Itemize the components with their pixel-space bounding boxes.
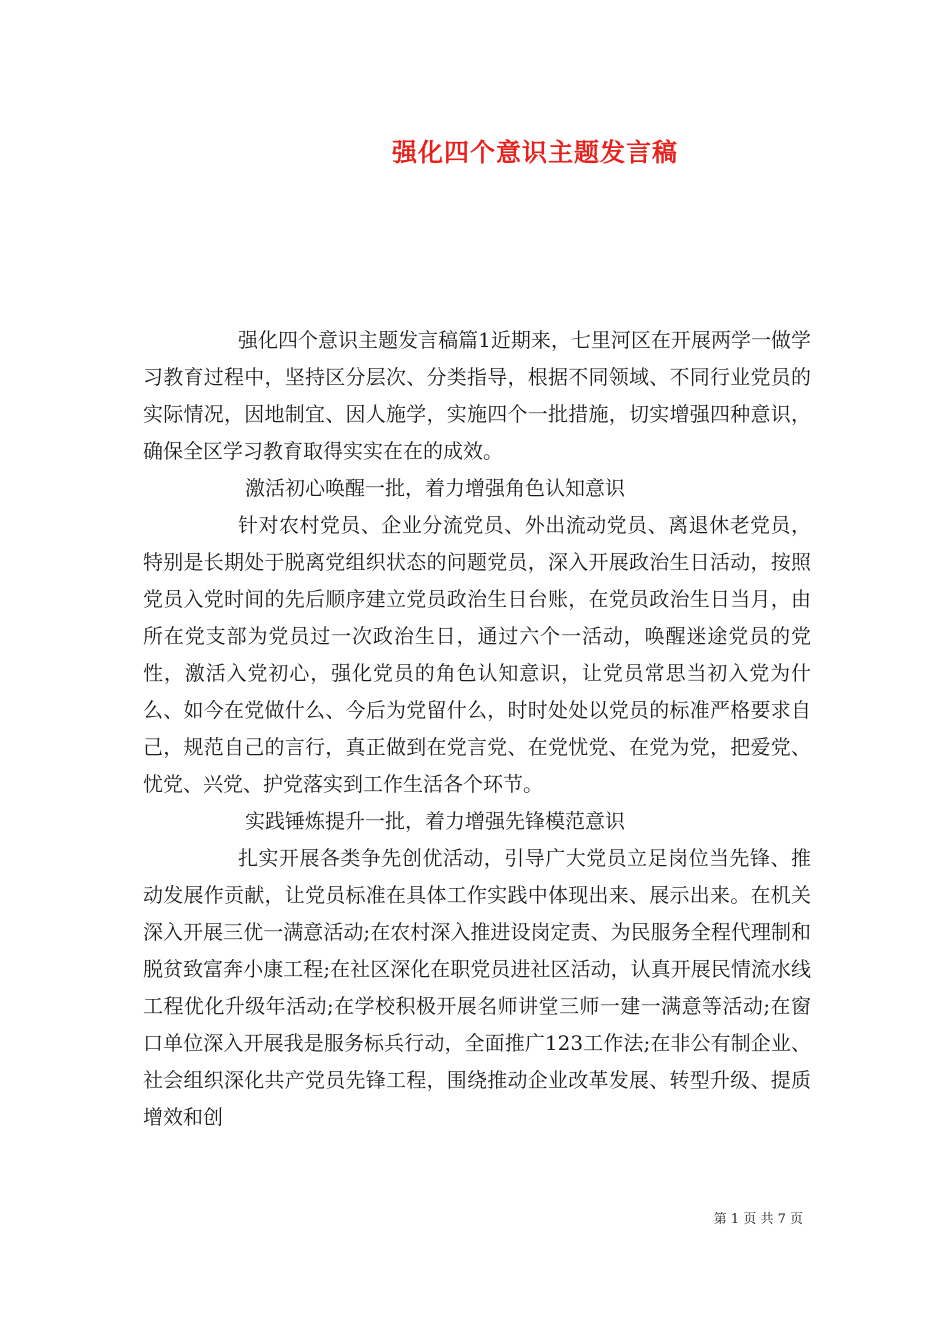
document-body <box>143 322 811 1136</box>
paragraph-section-1: 针对农村党员、企业分流党员、外出流动党员、离退休老党员，特别是长期处于脱离党组织状态的问题党员，深入开展政治生日活动，按照党员入党时间的先后顺序建立党员政治生日台账，在党员政治生日当月，由所在党支部为党员过一次政治生日，通过六个一活动，唤醒迷途党员的党性，激活入党初心，强化党员的角色认知意识，让党员常思当初入党为什么、如今在党做什么、今后为党留什么，时时处处以党员的标准严格要求自己，规范自己的言行，真正做到在党言党、在党忧党、在党为党，把爱党、忧党、兴党、护党落实到工作生活各个环节。 <box>143 513 811 796</box>
paragraph-intro: 强化四个意识主题发言稿篇1近期来，七里河区在开展两学一做学习教育过程中，坚持区分层次、分类指导，根据不同领域、不同行业党员的实际情况，因地制宜、因人施学，实施四个一批措施，切实增强四种意识，确保全区学习教育取得实实在在的成效。 <box>143 328 811 463</box>
page-title: 强化四个意识主题发言稿 <box>391 138 678 167</box>
section-heading-2: 实践锤炼提升一批，着力增强先锋模范意识 <box>245 809 625 833</box>
section-heading-1: 激活初心唤醒一批，着力增强角色认知意识 <box>245 476 625 500</box>
page-number: 第 1 页 共 7 页 <box>713 1212 803 1227</box>
paragraph-section-2: 扎实开展各类争先创优活动，引导广大党员立足岗位当先锋、推动发展作贡献，让党员标准在具体工作实践中体现出来、展示出来。在机关深入开展三优一满意活动;在农村深入推进设岗定责、为民服务全程代理制和脱贫致富奔小康工程;在社区深化在职党员进社区活动，认真开展民情流水线工程优化升级年活动;在学校积极开展名师讲堂三师一建一满意等活动;在窗口单位深入开展我是服务标兵行动，全面推广123工作法;在非公有制企业、社会组织深化共产党员先锋工程，围绕推动企业改革发展、转型升级、提质增效和创 <box>143 846 811 1129</box>
